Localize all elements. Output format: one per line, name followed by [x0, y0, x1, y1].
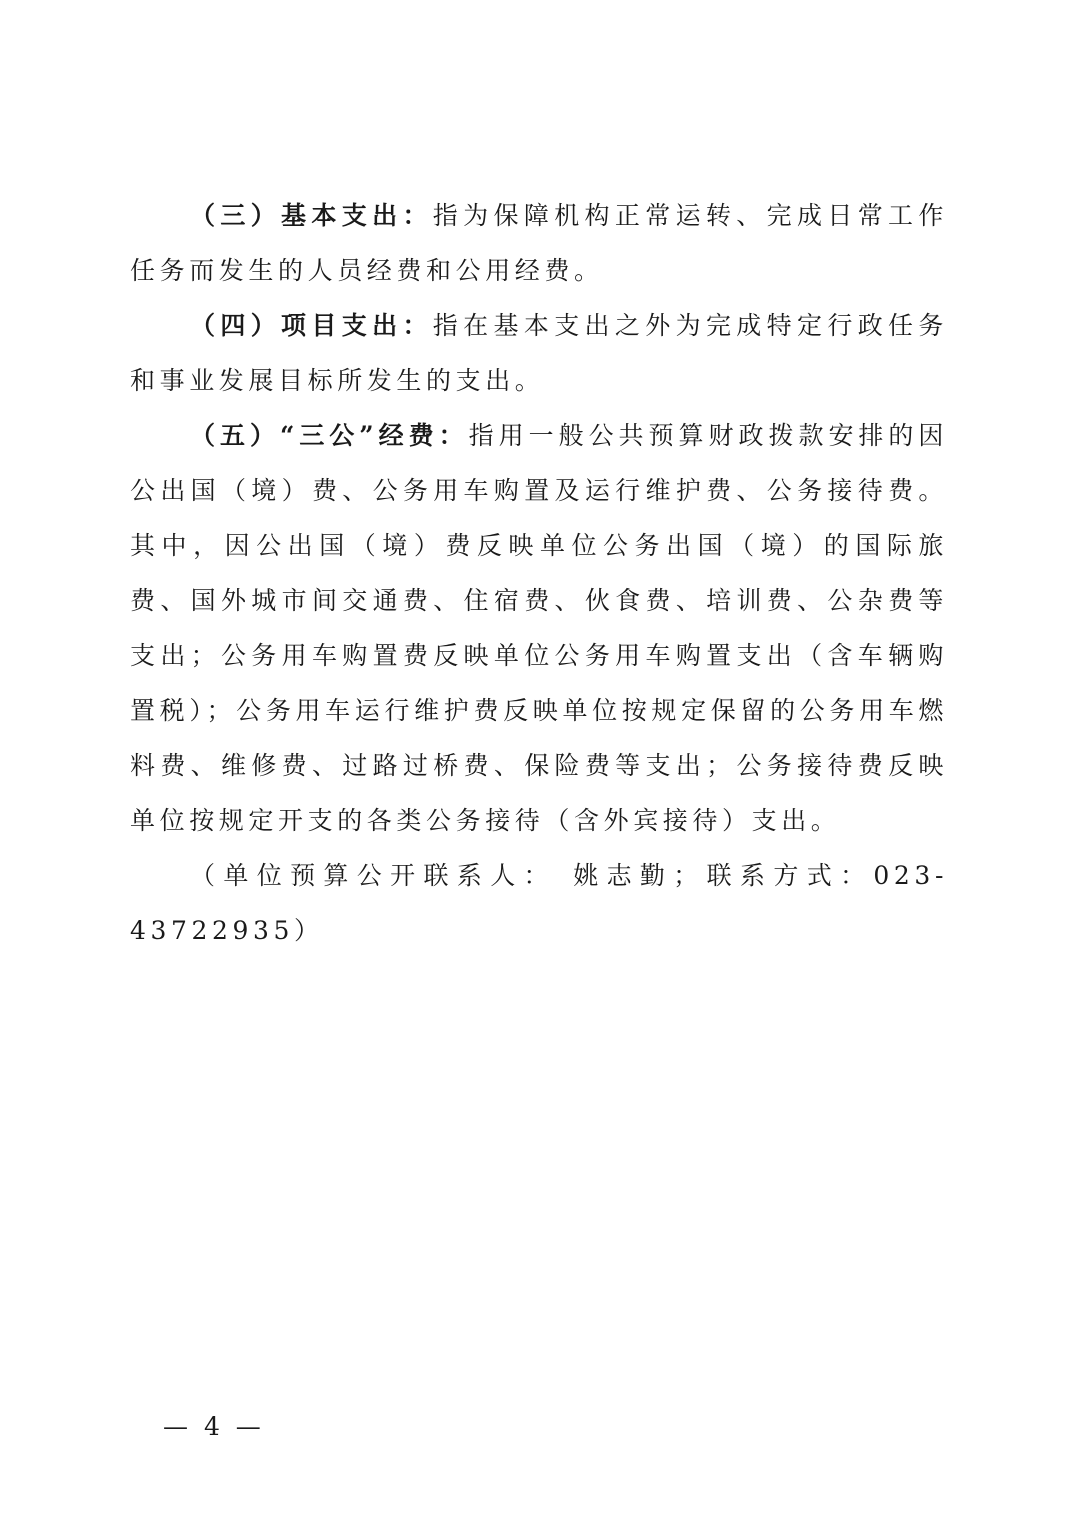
term-label: （五）“三公”经费： — [190, 421, 469, 450]
term-definition: 指为保障机构正常运转、完成日常工作任务而发生的人员经费和公用经费。 — [130, 201, 948, 285]
contact-info: （单位预算公开联系人： 姚志勤；联系方式：023-43722935） — [130, 861, 948, 945]
term-label: （四）项目支出： — [190, 311, 433, 340]
term-label: （三）基本支出： — [190, 201, 433, 230]
term-definition: 指用一般公共预算财政拨款安排的因公出国（境）费、公务用车购置及运行维护费、公务接待费。其中，因公出国（境）费反映单位公务出国（境）的国际旅费、国外城市间交通费、住宿费、伙食费、培训费、公杂费等支出；公务用车购置费反映单位公务用车购置支出（含车辆购置税）；公务用车运行维护费反映单位按规定保留的公务用车燃料费、维修费、过路过桥费、保险费等支出；公务接待费反映单位按规定开支的各类公务接待（含外宾接待）支出。 — [130, 421, 949, 835]
paragraph-project-expenditure — [130, 298, 948, 408]
page-number: — 4 — — [163, 1412, 265, 1441]
document-body — [130, 188, 948, 958]
paragraph-basic-expenditure — [130, 188, 948, 298]
paragraph-three-public-funds — [130, 408, 948, 848]
term-definition: 指在基本支出之外为完成特定行政任务和事业发展目标所发生的支出。 — [130, 311, 948, 395]
